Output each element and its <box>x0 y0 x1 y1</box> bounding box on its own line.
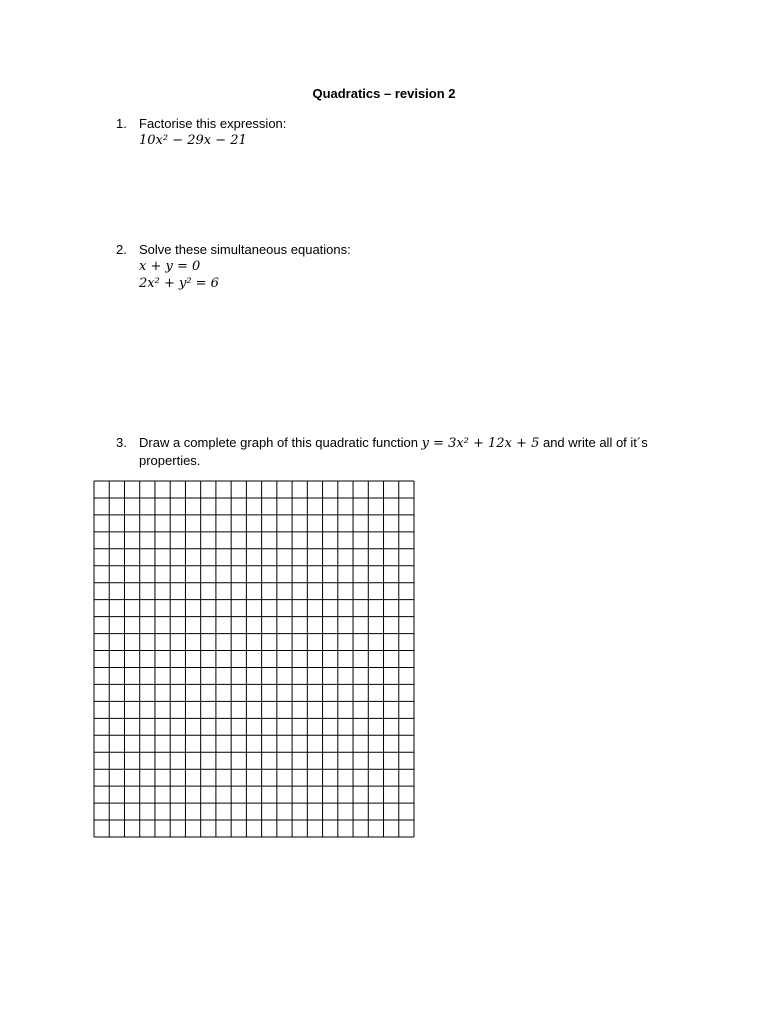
prompt-after: and write all of it´s <box>542 435 648 450</box>
question-number: 3. <box>116 435 127 450</box>
math-expression: 10x² − 29x − 21 <box>139 133 247 148</box>
equation-2: 2x² + y² = 6 <box>139 276 219 291</box>
question-number: 1. <box>116 116 127 131</box>
equation-1: x + y = 0 <box>139 259 201 274</box>
question-body <box>139 241 351 292</box>
question-body <box>139 434 648 469</box>
question-prompt: Factorise this expression: <box>139 116 287 131</box>
function-expression: y = 3x² + 12x + 5 <box>421 436 540 451</box>
question-prompt-line-2: properties. <box>139 453 201 468</box>
question-prompt-line-1 <box>139 434 648 452</box>
graph-paper-grid <box>93 480 415 843</box>
question-body <box>139 115 286 149</box>
question-number: 2. <box>116 242 127 257</box>
worksheet-title: Quadratics – revision 2 <box>312 86 456 101</box>
grid-svg <box>93 480 415 838</box>
question-prompt: Solve these simultaneous equations: <box>139 242 351 257</box>
prompt-before: Draw a complete graph of this quadratic function <box>139 435 418 450</box>
